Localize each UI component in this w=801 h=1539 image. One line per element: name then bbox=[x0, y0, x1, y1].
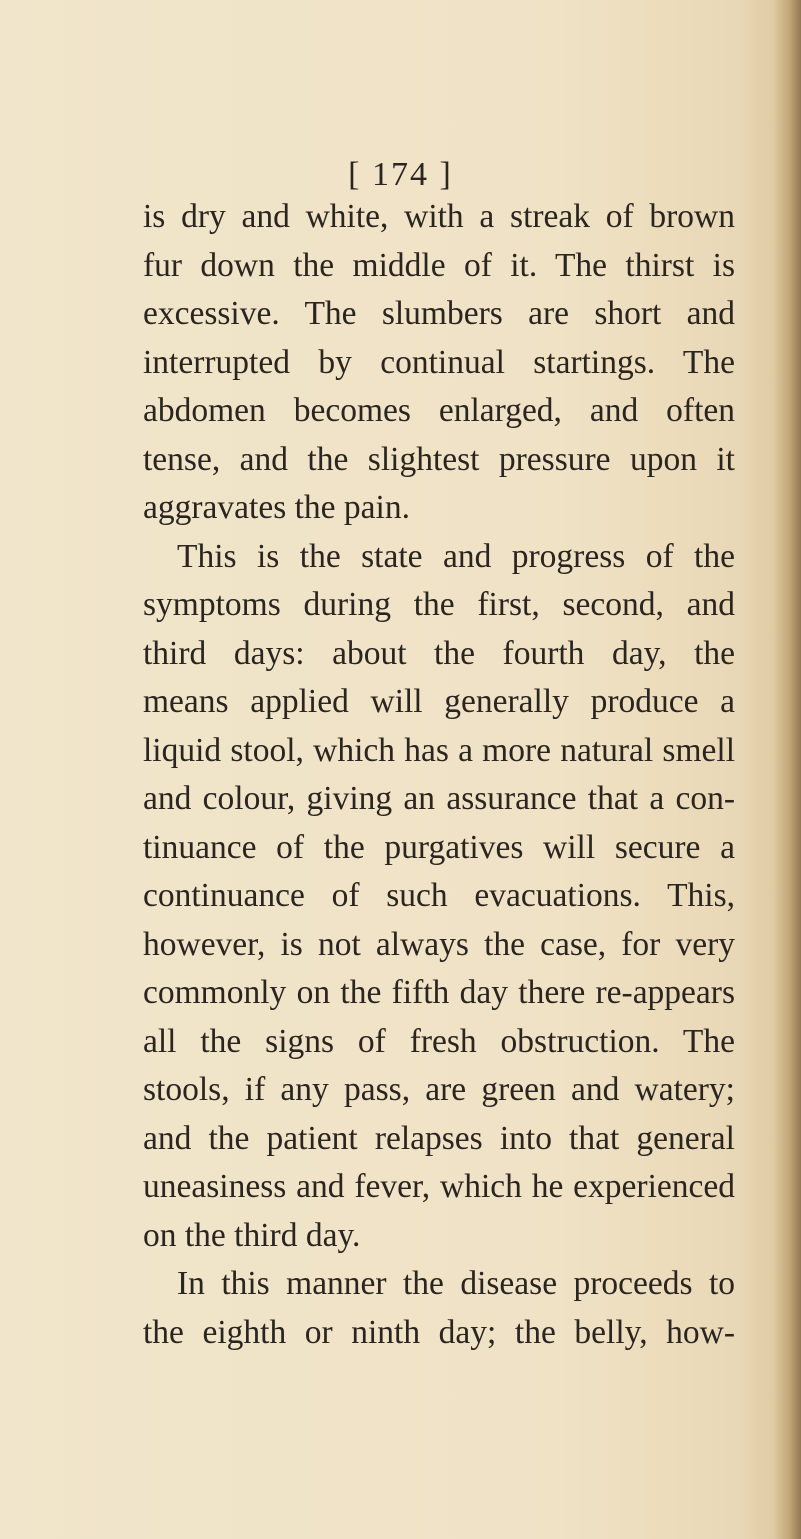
text-line: on the third day. bbox=[143, 1216, 361, 1254]
text-line: interrupted by continual startings. The bbox=[143, 343, 735, 381]
paragraph-start-line: In this manner the disease proceeds to bbox=[177, 1265, 735, 1302]
page-number: [ 174 ] bbox=[348, 156, 453, 193]
text-line: excessive. The slumbers are short and bbox=[143, 295, 735, 332]
text-line: third days: about the fourth day, the bbox=[143, 634, 735, 672]
body-text bbox=[143, 193, 735, 1357]
text-line: is dry and white, with a streak of brown bbox=[143, 198, 735, 235]
page-edge-shadow bbox=[773, 0, 801, 1539]
text-line: uneasiness and fever, which he experienced bbox=[143, 1168, 735, 1205]
text-line: continuance of such evacuations. This, bbox=[143, 877, 735, 914]
text-line: commonly on the fifth day there re-appears bbox=[143, 974, 735, 1011]
text-line: abdomen becomes enlarged, and often bbox=[143, 392, 735, 429]
text-line: fur down the middle of it. The thirst is bbox=[143, 246, 735, 284]
text-line: liquid stool, which has a more natural smell bbox=[143, 731, 735, 769]
text-line: tinuance of the purgatives will secure a bbox=[143, 828, 735, 866]
text-line: tense, and the slightest pressure upon it bbox=[143, 440, 735, 478]
text-line: aggravates the pain. bbox=[143, 489, 410, 526]
text-line: and colour, giving an assurance that a con- bbox=[143, 780, 735, 817]
paragraph-start-line: This is the state and progress of the bbox=[177, 537, 735, 575]
text-line: symptoms during the first, second, and bbox=[143, 586, 735, 623]
text-line: means applied will generally produce a bbox=[143, 683, 735, 720]
text-line: the eighth or ninth day; the belly, how- bbox=[143, 1313, 735, 1351]
text-line: and the patient relapses into that general bbox=[143, 1119, 735, 1157]
text-line: all the signs of fresh obstruction. The bbox=[143, 1022, 735, 1060]
text-line: however, is not always the case, for very bbox=[143, 925, 735, 963]
text-line: stools, if any pass, are green and watery; bbox=[143, 1071, 735, 1108]
